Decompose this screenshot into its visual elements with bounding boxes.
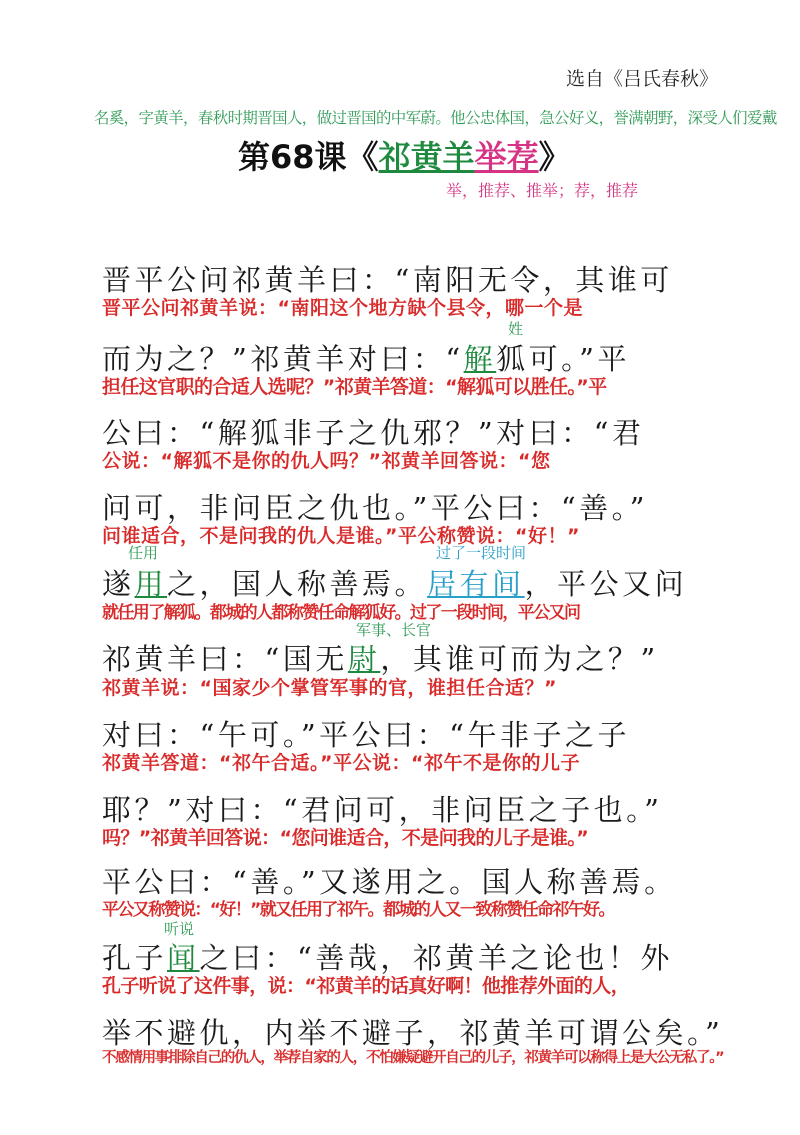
annotation-renyong: 任用: [128, 544, 159, 562]
original-segment: 之，国人称善焉。: [167, 567, 428, 601]
translation-line: 祁黄羊说：“国家少个掌管军事的官，谁担任合适？”: [102, 677, 557, 699]
original-line: [102, 637, 659, 678]
title-name: 祁黄羊: [378, 138, 475, 176]
translation-line: 晋平公问祁黄羊说：“南阳这个地方缺个县令，哪一个是: [102, 297, 583, 319]
original-line: 晋平公问祁黄羊曰：“南阳无令，其谁可: [102, 263, 673, 297]
original-line: 平公曰：“善。”又遂用之。国人称善焉。: [102, 865, 677, 899]
annotation-junshi: 军事、长官: [356, 621, 432, 639]
translation-line: 就任用了解狐。都城的人都称赞任命解狐好。过了一段时间，平公又问: [102, 603, 580, 623]
original-segment: 孔子: [102, 941, 168, 975]
highlighted-word: 用: [134, 567, 168, 601]
original-segment: ，其谁可而为之？”: [380, 642, 659, 676]
translation-line: 孔子听说了这件事，说：“祁黄羊的话真好啊！他推荐外面的人，: [102, 975, 630, 997]
source-text: 选自《吕氏春秋》: [565, 68, 718, 90]
highlighted-word: 居有间: [427, 567, 525, 601]
lesson-title: [238, 132, 571, 178]
original-segment: ，平公又问: [524, 567, 688, 601]
original-line: 公曰：“解狐非子之仇邪？”对曰：“君: [102, 416, 645, 450]
translation-line: 不感情用事排除自己的仇人，举荐自家的人，不怕嫌疑避开自己的儿子，祁黄羊可以称得上是大公无私了。”: [102, 1050, 724, 1066]
original-segment: 而为之？”祁黄羊对曰：“: [102, 342, 464, 376]
title-action: 举荐: [474, 138, 539, 176]
original-line: 耶？”对曰：“君问可，非问臣之子也。”: [102, 793, 663, 827]
translation-line: 吗？”祁黄羊回答说：“您问谁适合，不是问我的儿子是谁。”: [102, 827, 589, 849]
annotation-xing: 姓: [508, 320, 524, 338]
highlighted-word: 解: [463, 342, 497, 376]
author-intro: 名奚，字黄羊，春秋时期晋国人，做过晋国的中军蔚。他公忠体国，急公好义，誉满朝野，深受人们爱戴: [94, 109, 777, 127]
original-line: 问可，非问臣之仇也。”平公曰：“善。”: [102, 491, 648, 525]
original-line: [102, 562, 687, 603]
original-segment: 狐可。”平: [496, 342, 630, 376]
translation-line: 祁黄羊答道：“祁午合适。”平公说：“祁午不是你的儿子: [102, 752, 580, 774]
translation-line: 担任这官职的合适人选呢？”祁黄羊答道：“解狐可以胜任。”平: [102, 376, 607, 398]
translation-line: 平公又称赞说：“好！”就又任用了祁午。都城的人又一致称赞任命祁午好。: [102, 900, 614, 920]
title-suffix: 》: [538, 138, 571, 176]
annotation-tingshuo: 听说: [164, 920, 195, 938]
original-segment: 之曰：“善哉，祁黄羊之论也！外: [199, 941, 673, 975]
annotation-guole: 过了一段时间: [436, 544, 527, 562]
title-prefix: 第68课《: [238, 138, 379, 176]
highlighted-word: 尉: [347, 642, 381, 676]
title-annotation: 举，推荐、推举；荐，推荐: [446, 181, 639, 200]
original-line: 举不避仇，内举不避子，祁黄羊可谓公矣。”: [102, 1016, 724, 1050]
original-segment: 遂: [102, 567, 135, 601]
original-segment: 祁黄羊曰：“国无: [102, 642, 348, 676]
original-line: 对曰：“午可。”平公曰：“午非子之子: [102, 718, 630, 752]
translation-line: 公说：“解狐不是你的仇人吗？”祁黄羊回答说：“您: [102, 450, 551, 472]
highlighted-word: 闻: [167, 941, 200, 975]
translation-line: 问谁适合，不是问我的仇人是谁。”平公称赞说：“好！”: [102, 525, 580, 547]
